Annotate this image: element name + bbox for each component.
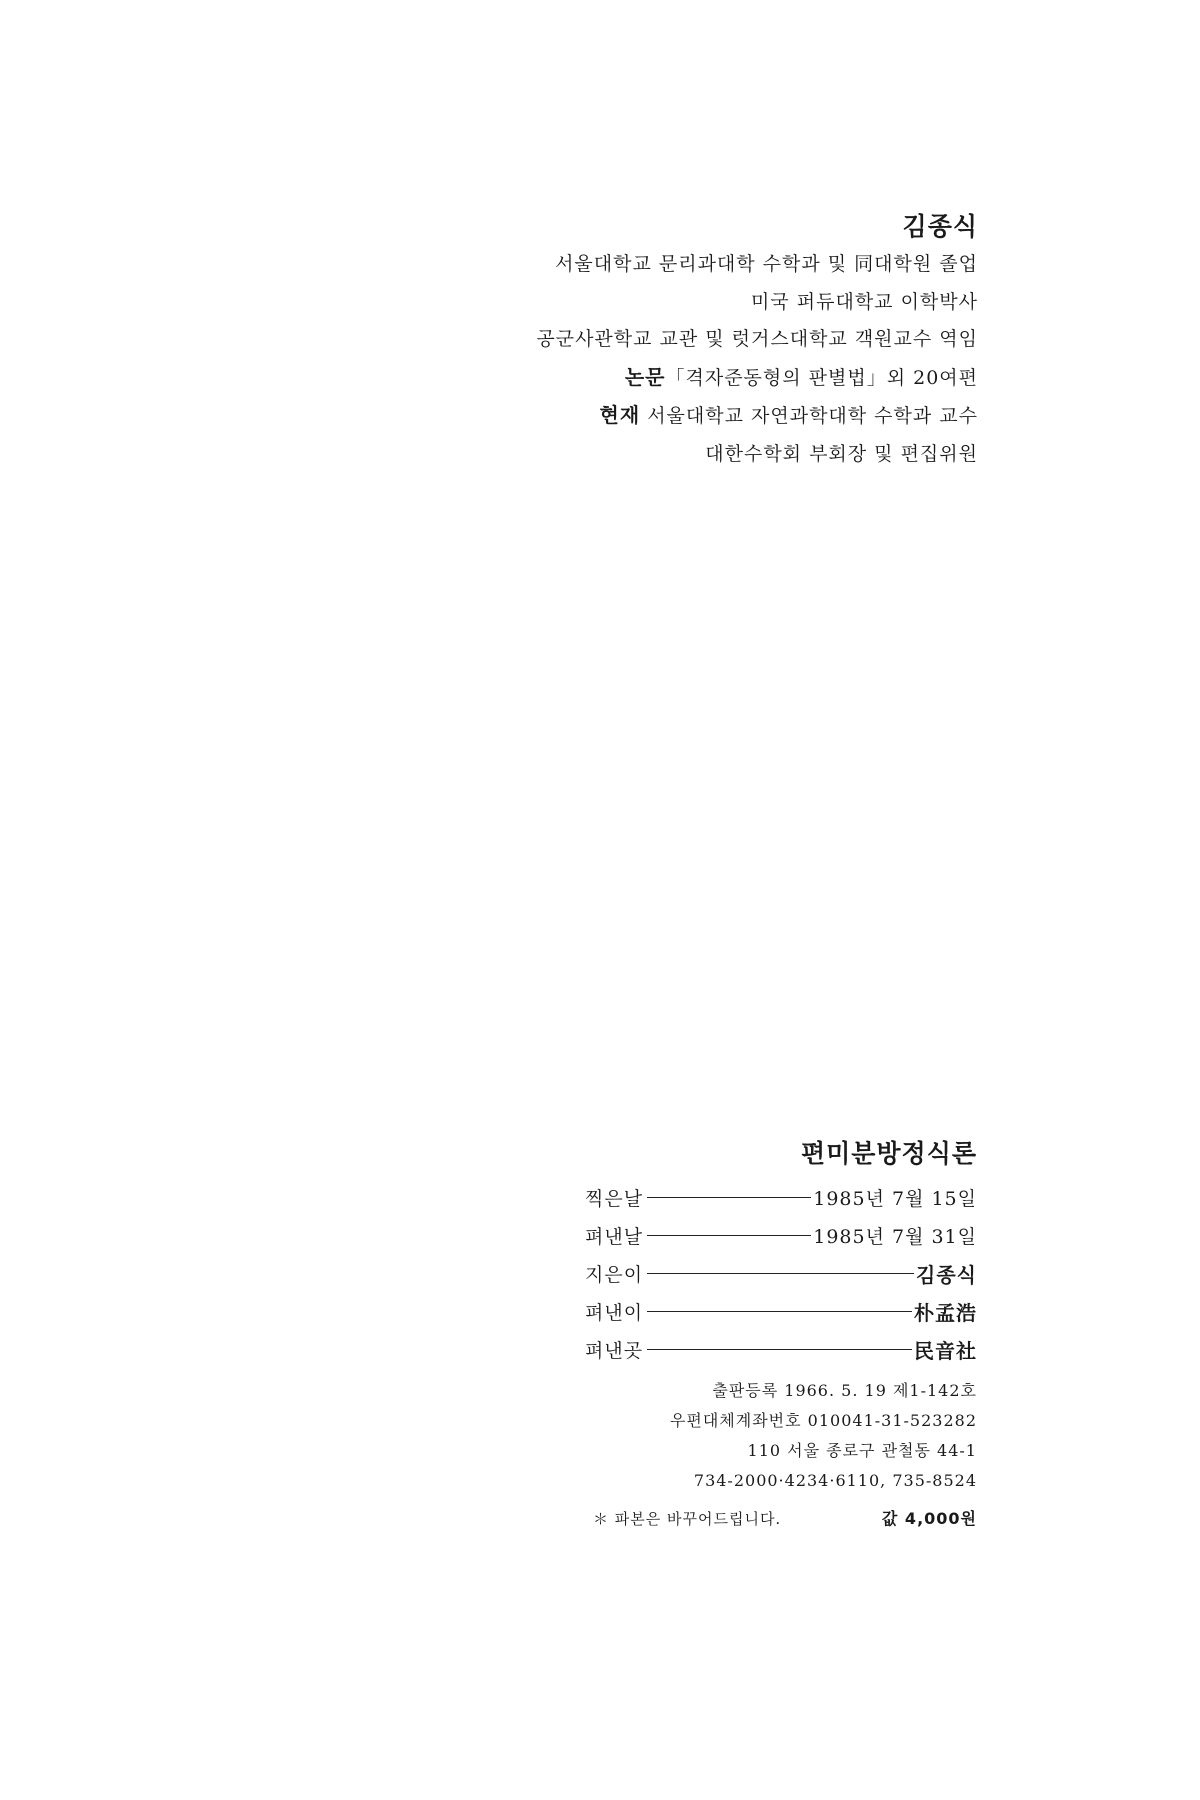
colophon-label: 펴낸이 bbox=[585, 1301, 644, 1324]
bio-line bbox=[536, 246, 978, 284]
price-row bbox=[585, 1506, 977, 1529]
bio-line-text: 서울대학교 문리과대학 수학과 및 同대학원 졸업 bbox=[555, 253, 978, 275]
leader-rule bbox=[647, 1349, 912, 1350]
book-title: 편미분방정식론 bbox=[800, 1139, 977, 1168]
bio-line-text: 미국 퍼듀대학교 이학박사 bbox=[751, 290, 978, 313]
author-name: 김종식 bbox=[902, 212, 978, 241]
address-line: 110 서울 종로구 관철동 44-1 bbox=[747, 1441, 977, 1460]
bio-line bbox=[536, 321, 978, 359]
defect-notice: ＊ 파본은 바꾸어드립니다. bbox=[593, 1510, 782, 1528]
bio-line bbox=[536, 284, 978, 322]
bio-line-text: 대한수학회 부회장 및 편집위원 bbox=[705, 442, 978, 465]
colophon-row-publishing-house bbox=[585, 1330, 977, 1368]
colophon bbox=[585, 1134, 977, 1529]
colophon-label: 지은이 bbox=[585, 1263, 644, 1286]
leader-rule bbox=[647, 1273, 914, 1274]
colophon-label: 펴낸날 bbox=[585, 1225, 644, 1248]
colophon-row-publish-date bbox=[585, 1216, 977, 1254]
bio-line-text: 서울대학교 자연과학대학 수학과 교수 bbox=[647, 405, 978, 427]
leader-rule bbox=[647, 1197, 811, 1198]
publisher-info bbox=[585, 1376, 977, 1496]
postal-account-line: 우편대체계좌번호 010041-31-523282 bbox=[669, 1411, 977, 1430]
bio-line-text: 「격자준동형의 판별법」외 20여편 bbox=[665, 366, 978, 389]
bio-line bbox=[536, 436, 978, 474]
colophon-value: 朴孟浩 bbox=[914, 1300, 977, 1325]
colophon-value: 民音社 bbox=[914, 1338, 977, 1363]
registration-line: 출판등록 1966. 5. 19 제1-142호 bbox=[712, 1381, 977, 1400]
leader-rule bbox=[647, 1235, 811, 1236]
bio-line bbox=[536, 359, 978, 398]
bio-line bbox=[536, 397, 978, 436]
phone-line: 734-2000·4234·6110, 735-8524 bbox=[693, 1471, 977, 1490]
colophon-value: 1985년 7월 15일 bbox=[813, 1187, 977, 1210]
colophon-label: 펴낸곳 bbox=[585, 1339, 644, 1362]
colophon-value: 김종식 bbox=[916, 1262, 977, 1287]
bio-line-lead: 현재 bbox=[599, 403, 641, 427]
author-bio bbox=[536, 208, 978, 473]
colophon-row-print-date bbox=[585, 1178, 977, 1216]
leader-rule bbox=[647, 1311, 912, 1312]
bio-line-text: 공군사관학교 교관 및 럿거스대학교 객원교수 역임 bbox=[536, 328, 978, 350]
bio-line-lead: 논문 bbox=[624, 364, 666, 389]
colophon-row-author bbox=[585, 1254, 977, 1292]
price-label: 값 4,000원 bbox=[881, 1509, 977, 1528]
colophon-label: 찍은날 bbox=[585, 1187, 644, 1210]
colophon-value: 1985년 7월 31일 bbox=[813, 1225, 977, 1248]
colophon-row-publisher bbox=[585, 1292, 977, 1330]
